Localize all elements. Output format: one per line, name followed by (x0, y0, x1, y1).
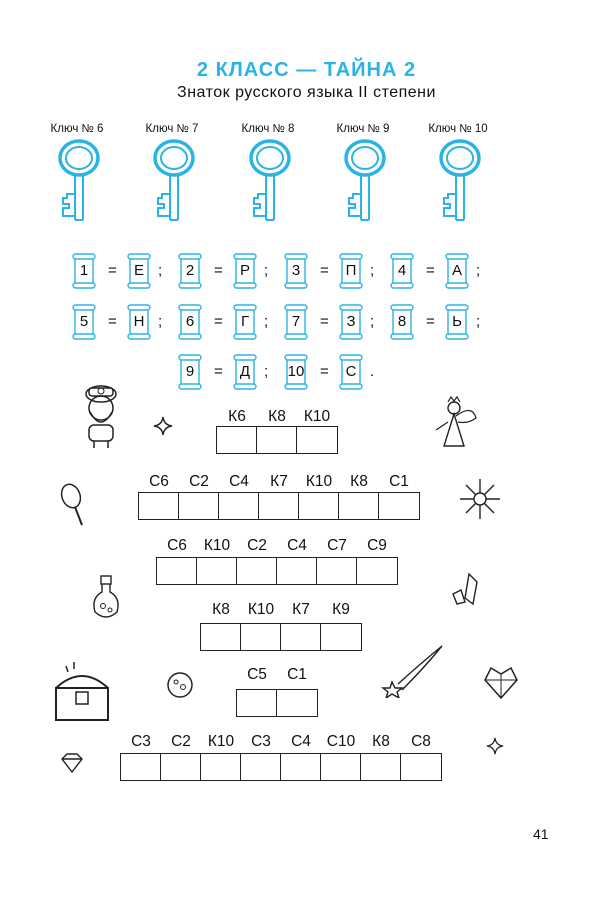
puzzle-code-label: С3 (131, 733, 151, 750)
cipher-number-scroll-text: 1 (79, 262, 89, 279)
cipher-number-scroll (284, 354, 308, 390)
semicolon-sign: ; (264, 262, 269, 279)
cipher-letter-scroll (339, 304, 363, 340)
puzzle-code-label: С2 (171, 733, 191, 750)
potion-bottle-icon (89, 574, 123, 622)
cipher-letter-scroll-text: Г (240, 313, 250, 330)
answer-cell[interactable] (317, 558, 357, 584)
sparkle-small-icon (486, 737, 504, 755)
answer-row (236, 689, 318, 717)
key-icon (436, 138, 484, 224)
equals-sign: = (426, 313, 435, 330)
semicolon-sign: ; (158, 262, 163, 279)
row-terminator: ; (476, 262, 481, 279)
equals-sign: = (108, 313, 117, 330)
equals-sign: = (214, 313, 223, 330)
key-label: Ключ № 6 (50, 123, 104, 135)
page-title: 2 КЛАСС — ТАЙНА 2 (196, 59, 417, 81)
cipher-number-scroll (178, 253, 202, 289)
cipher-number-scroll (178, 354, 202, 390)
cipher-letter-scroll-text: Д (239, 363, 251, 380)
puzzle-code-label: С5 (247, 666, 267, 683)
puzzle-code-label: К7 (292, 601, 310, 618)
key-icon (150, 138, 198, 224)
puzzle-code-label: К8 (268, 408, 286, 425)
puzzle-code-label: С4 (291, 733, 311, 750)
dwarf-doodle-icon (76, 380, 126, 452)
puzzle-code-label: К10 (303, 408, 331, 425)
sparkle-icon (153, 416, 173, 436)
puzzle-code-label: С2 (189, 473, 209, 490)
equals-sign: = (108, 262, 117, 279)
cipher-number-scroll (72, 304, 96, 340)
puzzle-code-label: К10 (305, 473, 333, 490)
answer-cell[interactable] (339, 493, 379, 519)
crystals-icon (449, 572, 485, 608)
answer-cell[interactable] (281, 754, 321, 780)
cipher-number-scroll-text: 7 (291, 313, 301, 330)
equals-sign: = (214, 363, 223, 380)
cipher-letter-scroll-text: Р (239, 262, 250, 279)
key-icon (341, 138, 389, 224)
puzzle-code-label: С8 (411, 733, 431, 750)
answer-cell[interactable] (201, 754, 241, 780)
answer-cell[interactable] (201, 624, 241, 650)
answer-row (216, 426, 338, 454)
answer-cell[interactable] (379, 493, 419, 519)
cipher-letter-scroll-text: С (345, 363, 357, 380)
cipher-number-scroll (284, 253, 308, 289)
answer-cell[interactable] (321, 754, 361, 780)
answer-cell[interactable] (297, 427, 337, 453)
puzzle-code-label: С4 (229, 473, 249, 490)
answer-cell[interactable] (241, 624, 281, 650)
cipher-letter-scroll (233, 253, 257, 289)
puzzle-code-label: К10 (203, 537, 231, 554)
cipher-number-scroll-text: 6 (185, 313, 195, 330)
diamond-icon (60, 752, 84, 774)
puzzle-code-label: С6 (167, 537, 187, 554)
answer-cell[interactable] (257, 427, 297, 453)
key-label: Ключ № 9 (336, 123, 390, 135)
cipher-letter-scroll (233, 304, 257, 340)
puzzle-code-label: К7 (270, 473, 288, 490)
equals-sign: = (214, 262, 223, 279)
puzzle-code-label: К8 (212, 601, 230, 618)
cipher-letter-scroll (445, 304, 469, 340)
key-label: Ключ № 7 (145, 123, 199, 135)
cipher-letter-scroll (445, 253, 469, 289)
answer-cell[interactable] (139, 493, 179, 519)
cipher-number-scroll-text: 3 (291, 262, 301, 279)
puzzle-code-label: С7 (327, 537, 347, 554)
cipher-number-scroll-text: 5 (79, 313, 89, 330)
answer-cell[interactable] (217, 427, 257, 453)
cipher-number-scroll (284, 304, 308, 340)
cipher-number-scroll-text: 10 (287, 363, 305, 380)
answer-cell[interactable] (281, 624, 321, 650)
answer-cell[interactable] (277, 558, 317, 584)
semicolon-sign: ; (370, 313, 375, 330)
hand-mirror-icon (53, 482, 89, 528)
cipher-letter-scroll (127, 253, 151, 289)
shooting-star-icon (380, 642, 446, 698)
answer-row (138, 492, 420, 520)
answer-row (120, 753, 442, 781)
puzzle-code-label: К10 (207, 733, 235, 750)
row-terminator: . (370, 363, 375, 380)
answer-cell[interactable] (157, 558, 197, 584)
puzzle-code-label: К9 (332, 601, 350, 618)
answer-cell[interactable] (237, 690, 277, 716)
answer-cell[interactable] (401, 754, 441, 780)
cipher-number-scroll-text: 9 (185, 363, 195, 380)
cipher-letter-scroll-text: П (345, 262, 357, 279)
cipher-letter-scroll (339, 354, 363, 390)
answer-cell[interactable] (197, 558, 237, 584)
answer-row (200, 623, 362, 651)
cipher-letter-scroll-text: А (451, 262, 462, 279)
cipher-number-scroll (178, 304, 202, 340)
cipher-letter-scroll (233, 354, 257, 390)
cipher-number-scroll (390, 304, 414, 340)
cipher-number-scroll (72, 253, 96, 289)
answer-cell[interactable] (357, 558, 397, 584)
cipher-number-scroll-text: 4 (397, 262, 407, 279)
puzzle-code-label: К10 (247, 601, 275, 618)
gem-heart-icon (481, 664, 521, 700)
answer-cell[interactable] (361, 754, 401, 780)
equals-sign: = (320, 313, 329, 330)
answer-cell[interactable] (237, 558, 277, 584)
answer-cell[interactable] (161, 754, 201, 780)
starburst-icon (458, 477, 502, 521)
key-label: Ключ № 8 (241, 123, 295, 135)
answer-row (156, 557, 398, 585)
answer-cell[interactable] (219, 493, 259, 519)
semicolon-sign: ; (158, 313, 163, 330)
fairy-doodle-icon (428, 394, 480, 456)
puzzle-code-label: С1 (389, 473, 409, 490)
puzzle-code-label: К8 (372, 733, 390, 750)
cipher-letter-scroll (127, 304, 151, 340)
cipher-letter-scroll (339, 253, 363, 289)
page-subtitle: Знаток русского языка II степени (177, 84, 436, 101)
key-icon (246, 138, 294, 224)
treasure-chest-icon (48, 660, 116, 726)
puzzle-code-label: С3 (251, 733, 271, 750)
cipher-letter-scroll-text: Ь (452, 313, 462, 330)
puzzle-code-label: С10 (326, 733, 356, 750)
answer-cell[interactable] (121, 754, 161, 780)
puzzle-code-label: С2 (247, 537, 267, 554)
cipher-number-scroll-text: 2 (185, 262, 195, 279)
cipher-number-scroll (390, 253, 414, 289)
key-icon (55, 138, 103, 224)
equals-sign: = (426, 262, 435, 279)
puzzle-code-label: С1 (287, 666, 307, 683)
puzzle-code-label: К8 (350, 473, 368, 490)
answer-cell[interactable] (299, 493, 339, 519)
answer-cell[interactable] (241, 754, 281, 780)
cipher-letter-scroll-text: Е (133, 262, 144, 279)
puzzle-code-label: С4 (287, 537, 307, 554)
puzzle-code-label: С6 (149, 473, 169, 490)
answer-cell[interactable] (321, 624, 361, 650)
cipher-letter-scroll-text: Н (133, 313, 145, 330)
answer-cell[interactable] (179, 493, 219, 519)
semicolon-sign: ; (370, 262, 375, 279)
puzzle-code-label: С9 (367, 537, 387, 554)
row-terminator: ; (476, 313, 481, 330)
equals-sign: = (320, 262, 329, 279)
semicolon-sign: ; (264, 363, 269, 380)
equals-sign: = (320, 363, 329, 380)
key-label: Ключ № 10 (428, 123, 488, 135)
answer-cell[interactable] (277, 690, 317, 716)
answer-cell[interactable] (259, 493, 299, 519)
cipher-letter-scroll-text: З (346, 313, 356, 330)
page-number: 41 (533, 826, 549, 842)
semicolon-sign: ; (264, 313, 269, 330)
moon-doodle-icon (166, 671, 194, 699)
cipher-number-scroll-text: 8 (397, 313, 407, 330)
puzzle-code-label: К6 (228, 408, 246, 425)
